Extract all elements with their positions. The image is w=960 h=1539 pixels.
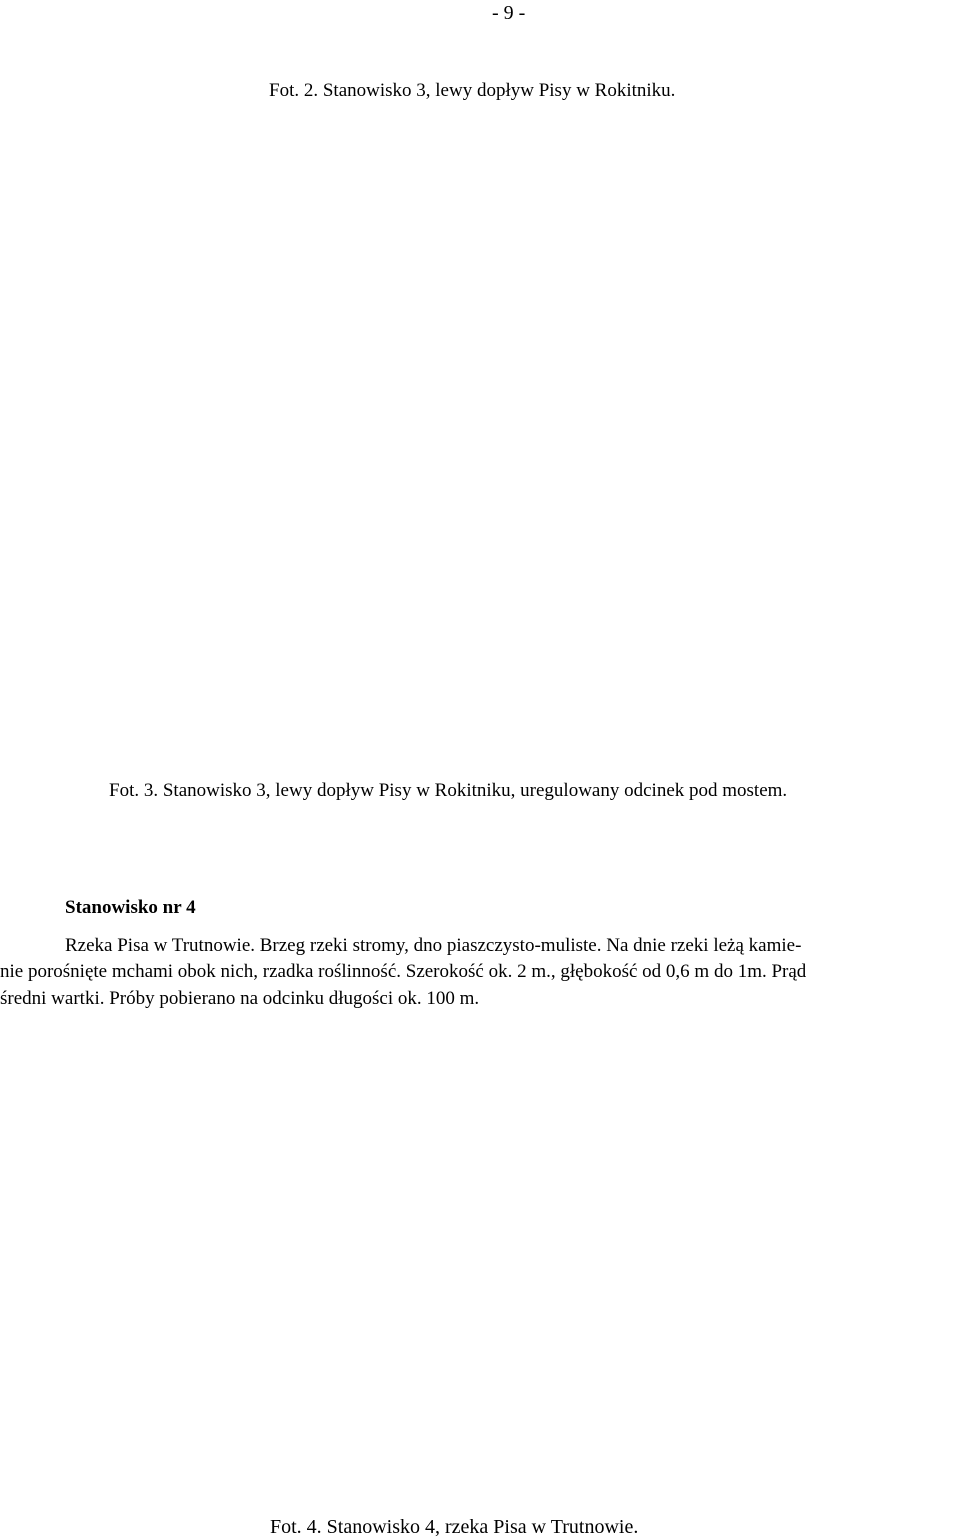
photo-caption-fot-4: Fot. 4. Stanowisko 4, rzeka Pisa w Trutnowie. (270, 1516, 639, 1538)
photo-caption-fot-3: Fot. 3. Stanowisko 3, lewy dopływ Pisy w Rokitniku, uregulowany odcinek pod mostem. (109, 780, 788, 801)
section-heading: Stanowisko nr 4 (65, 897, 196, 918)
page-number: - 9 - (492, 2, 526, 24)
description-line-2: nie porośnięte mchami obok nich, rzadka roślinność. Szerokość ok. 2 m., głębokość od 0,6 m do 1m. Prąd (0, 961, 807, 983)
photo-caption-fot-2: Fot. 2. Stanowisko 3, lewy dopływ Pisy w Rokitniku. (269, 80, 676, 101)
section-description (0, 933, 958, 1012)
description-line-3: średni wartki. Próby pobierano na odcinku długości ok. 100 m. (0, 987, 480, 1009)
description-line-1 (0, 933, 958, 959)
description-line-1-text: Rzeka Pisa w Trutnowie. Brzeg rzeki stromy, dno piaszczysto-muliste. Na dnie rzeki leżą kamie- (65, 935, 802, 956)
